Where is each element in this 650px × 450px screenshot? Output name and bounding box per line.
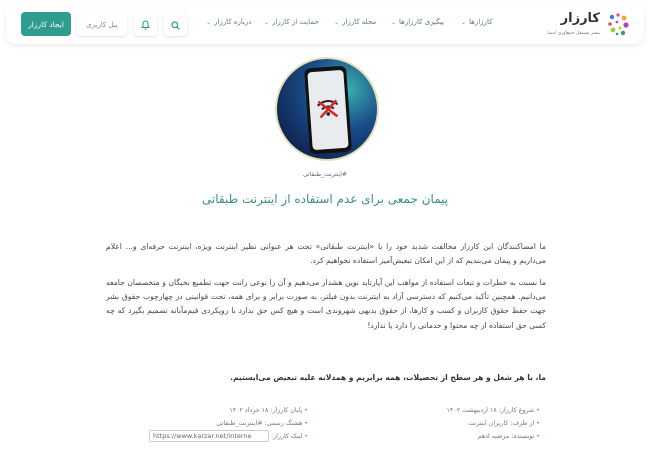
notifications-button[interactable] [134, 13, 157, 36]
nav-label: کارزارها [469, 18, 493, 26]
chevron-down-icon: ⌄ [391, 18, 397, 26]
meta-hashtag: • هشتگ رسمی: #اینترنت_طبقاتی [149, 417, 308, 430]
campaign-link-field[interactable] [149, 430, 269, 442]
nav-about[interactable] [206, 18, 251, 26]
campaign-title: پیمان جمعی برای عدم استفاده از اینترنت طبقاتی [201, 192, 449, 206]
create-campaign-button[interactable]: ایجاد کارزار [21, 12, 71, 36]
search-icon [171, 15, 180, 34]
campaign-paragraph-1: ما امضاکنندگان این کارزار مخالفت شدید خود را با «اینترنت طبقاتی» تحت هر عنوانی نظیر اینترنت ویژه، اینترنت حرفه‌ای و... اعلام می‌داریم و پیمان می‌بندیم که از این امکان تبعیض‌آمیز استفاده نخواهیم کرد. [106, 242, 546, 266]
meta-author: • نویسنده: مرضیه ادهم [447, 430, 540, 443]
campaign-hashtag[interactable]: #اینترنت_طبقاتی [303, 171, 347, 178]
campaign-paragraph-3: ما، با هر شغل و هر سطح از تحصیلات، همه برابریم و همدلانه علیه تبعیض می‌ایستیم. [230, 373, 546, 382]
link-label: لینک کارزار: [271, 433, 303, 440]
search-button[interactable] [164, 13, 187, 36]
nav-followup[interactable] [391, 18, 444, 26]
meta-link [149, 430, 308, 443]
campaign-paragraph-2: ما نسبت به خطرات و تبعات استفاده از مواهب این آپارتاید نوین هشدار می‌دهیم و آن را نوعی رانت جهت تطمیع نخبگان و متخصصان جامعه می‌دانیم. همچنین تأکید می‌کنیم که دسترسی آزاد به اینترنت بدون فیلتر، به صورت برابر و برای همه، تحت قوانینی در چهارچوب حقوق بشر جهت حفظ حقوق کاربران و کسب و کارها، از حقوق بدیهی شهروندی است و هیچ کس حق ندارد با رویکردی قیم‌مآبانه تصمیم بگیرد که چه کسی حق استفاده از چه محتوا و خدماتی را دارد یا ندارد! [106, 278, 546, 330]
chevron-down-icon: ⌄ [334, 18, 340, 26]
nav-magazine[interactable] [334, 18, 376, 26]
no-wifi-icon [314, 96, 342, 124]
top-navbar [6, 2, 644, 44]
chevron-down-icon: ⌄ [461, 18, 467, 26]
chevron-down-icon: ⌄ [206, 18, 212, 26]
meta-end-date: • پایان کارزار: ۱۸ خرداد ۱۴۰۲ [149, 404, 308, 417]
logo-title[interactable]: کارزار [560, 11, 600, 26]
chevron-down-icon: ⌄ [264, 18, 270, 26]
meta-start-date: • شروع کارزار: ۱۸ اردیبهشت ۱۴۰۲ [447, 404, 540, 417]
bell-icon [141, 15, 150, 34]
logo-icon[interactable] [606, 12, 630, 36]
nav-label: درباره کارزار [214, 18, 252, 26]
nav-campaigns[interactable] [461, 18, 492, 26]
phone-illustration [304, 66, 352, 155]
nav-label: مجله کارزار [342, 18, 377, 26]
nav-label: حمایت از کارزار [272, 18, 319, 26]
campaign-meta-left [149, 404, 308, 443]
user-panel-button[interactable]: پنل کاربری [77, 13, 127, 36]
meta-from: • از طرف: کاربران اینترنت [447, 417, 540, 430]
campaign-image [275, 57, 379, 161]
nav-label: پیگیری کارزارها [399, 18, 445, 26]
campaign-meta-right [447, 404, 540, 443]
logo-subtitle: بستر مستقل جمع‌آوری امضا [547, 31, 600, 36]
nav-support[interactable] [264, 18, 319, 26]
